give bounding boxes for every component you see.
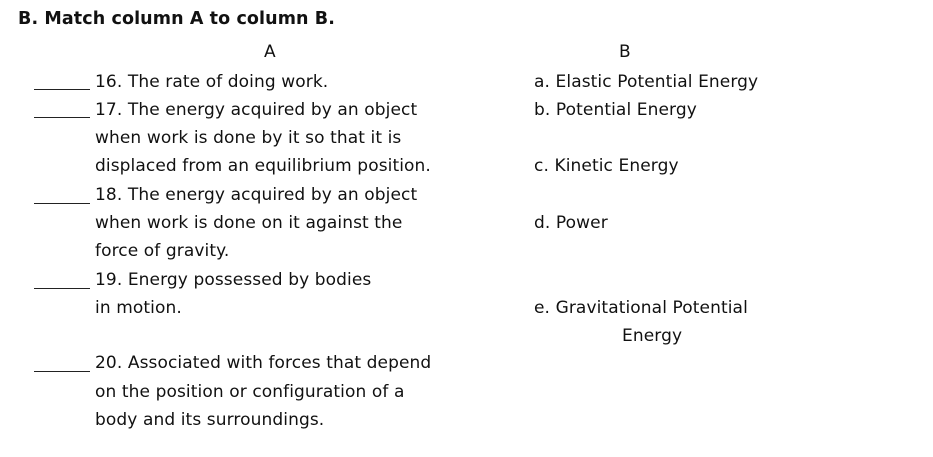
section-heading: B. Match column A to column B.	[18, 9, 335, 29]
item-17-line-1: 17. The energy acquired by an object	[95, 100, 418, 120]
choice-e-line-1: e. Gravitational Potential	[534, 298, 748, 318]
answer-blank-17[interactable]	[34, 117, 90, 118]
item-17-line-2: when work is done by it so that it is	[95, 128, 402, 148]
item-19-line-2: in motion.	[95, 298, 182, 318]
item-17-line-3: displaced from an equilibrium position.	[95, 156, 431, 176]
answer-blank-18[interactable]	[34, 203, 90, 204]
column-b-header: B	[619, 42, 631, 62]
choice-a: a. Elastic Potential Energy	[534, 72, 759, 92]
item-20-line-1: 20. Associated with forces that depend	[95, 353, 432, 373]
item-18-line-1: 18. The energy acquired by an object	[95, 185, 418, 205]
item-18-line-3: force of gravity.	[95, 241, 230, 261]
choice-d: d. Power	[534, 213, 608, 233]
answer-blank-20[interactable]	[34, 371, 90, 372]
choice-c: c. Kinetic Energy	[534, 156, 679, 176]
item-16-line-1: 16. The rate of doing work.	[95, 72, 329, 92]
item-18-line-2: when work is done on it against the	[95, 213, 403, 233]
choice-b: b. Potential Energy	[534, 100, 697, 120]
item-20-line-3: body and its surroundings.	[95, 410, 325, 430]
item-20-line-2: on the position or configuration of a	[95, 382, 405, 402]
choice-e-line-2: Energy	[622, 326, 683, 346]
answer-blank-19[interactable]	[34, 288, 90, 289]
item-19-line-1: 19. Energy possessed by bodies	[95, 270, 372, 290]
answer-blank-16[interactable]	[34, 89, 90, 90]
column-a-header: A	[264, 42, 276, 62]
